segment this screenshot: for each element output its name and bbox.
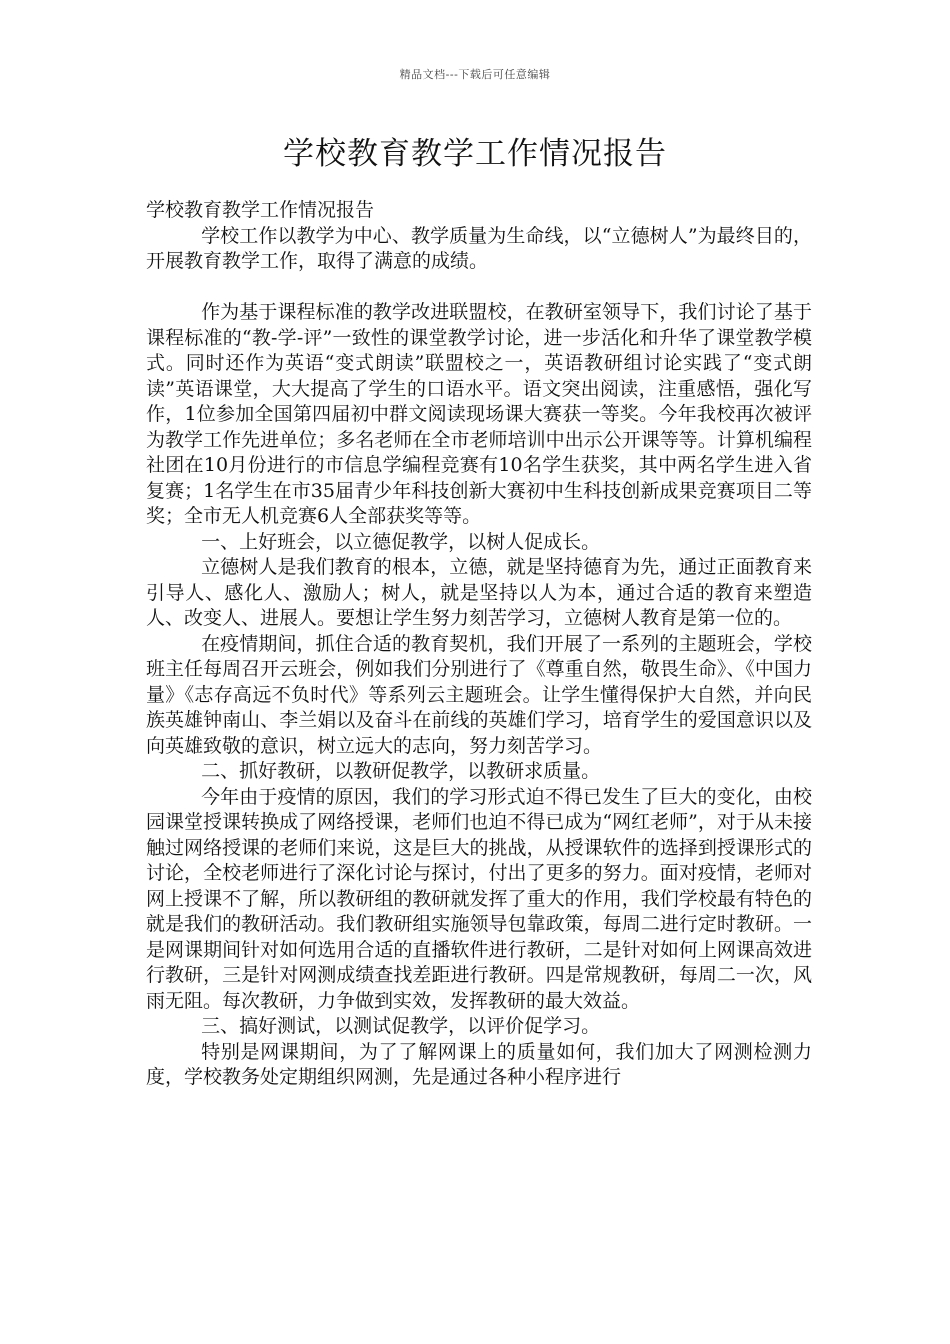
- header-note: 精品文档---下载后可任意编辑: [399, 68, 551, 81]
- document-title: 学校教育教学工作情况报告: [283, 136, 667, 172]
- paragraph-moral-education: 立德树人是我们教育的根本，立德，就是坚持德育为先，通过正面教育来引导人、感化人、激励人；树人，就是坚持以人为本，通过合适的教育来塑造人、改变人、进展人。要想让学生努力刻苦学习，立德树人教育是第一位的。: [146, 556, 812, 629]
- document-subtitle: 学校教育教学工作情况报告: [146, 199, 375, 221]
- section-heading-1: 一、上好班会，以立德促教学，以树人促成长。: [201, 530, 601, 553]
- document-body: [146, 198, 812, 1091]
- section-heading-3: 三、搞好测试，以测试促教学，以评价促学习。: [201, 1015, 601, 1037]
- paragraph-class-meetings: 在疫情期间，抓住合适的教育契机，我们开展了一系列的主题班会，学校班主任每周召开云班会，例如我们分别进行了《尊重自然，敬畏生命》、《中国力量》《志存高远不负时代》等系列云主题班会。让学生懂得保护大自然，并向民族英雄钟南山、李兰娟以及奋斗在前线的英雄们学习，培育学生的爱国意识以及向英雄致敬的意识，树立远大的志向，努力刻苦学习。: [146, 632, 812, 757]
- paragraph-intro: 学校工作以教学为中心、教学质量为生命线，以“立德树人”为最终目的，开展教育教学工作，取得了满意的成绩。: [146, 224, 812, 272]
- paragraph-teaching-research: 今年由于疫情的原因，我们的学习形式迫不得已发生了巨大的变化，由校园课堂授课转换成了网络授课，老师们也迫不得已成为“网红老师”，对于从未接触过网络授课的老师们来说，这是巨大的挑战，从授课软件的选择到授课形式的讨论，全校老师进行了深化讨论与探讨，付出了更多的努力。面对疫情，老师对网上授课不了解，所以教研组的教研就发挥了重大的作用，我们学校最有特色的就是我们的教研活动。我们教研组实施领导包靠政策，每周二进行定时教研。一是网课期间针对如何选用合适的直播软件进行教研，二是针对如何上网课高效进行教研，三是针对网测成绩查找差距进行教研。四是常规教研，每周二一次，风雨无阻。每次教研，力争做到实效，发挥教研的最大效益。: [146, 785, 812, 1012]
- section-heading-2: 二、抓好教研，以教研促教学，以教研求质量。: [201, 760, 601, 782]
- paragraph-testing: 特别是网课期间，为了了解网课上的质量如何，我们加大了网测检测力度，学校教务处定期组织网测，先是通过各种小程序进行: [146, 1040, 812, 1088]
- paragraph-gap: [146, 275, 812, 301]
- paragraph-achievements: 作为基于课程标准的教学改进联盟校，在教研室领导下，我们讨论了基于课程标准的“教-学-评”一致性的课堂教学讨论，进一步活化和升华了课堂教学模式。同时还作为英语“变式朗读”联盟校之一，英语教研组讨论实践了“变式朗读”英语课堂，大大提高了学生的口语水平。语文突出阅读，注重感悟，强化写作，1位参加全国第四届初中群文阅读现场课大赛获一等奖。今年我校再次被评为教学工作先进单位；多名老师在全市老师培训中出示公开课等等。计算机编程社团在10月份进行的市信息学编程竞赛有10名学生获奖，其中两名学生进入省复赛；1名学生在市35届青少年科技创新大赛初中生科技创新成果竞赛项目二等奖；全市无人机竞赛6人全部获奖等等。: [146, 301, 812, 527]
